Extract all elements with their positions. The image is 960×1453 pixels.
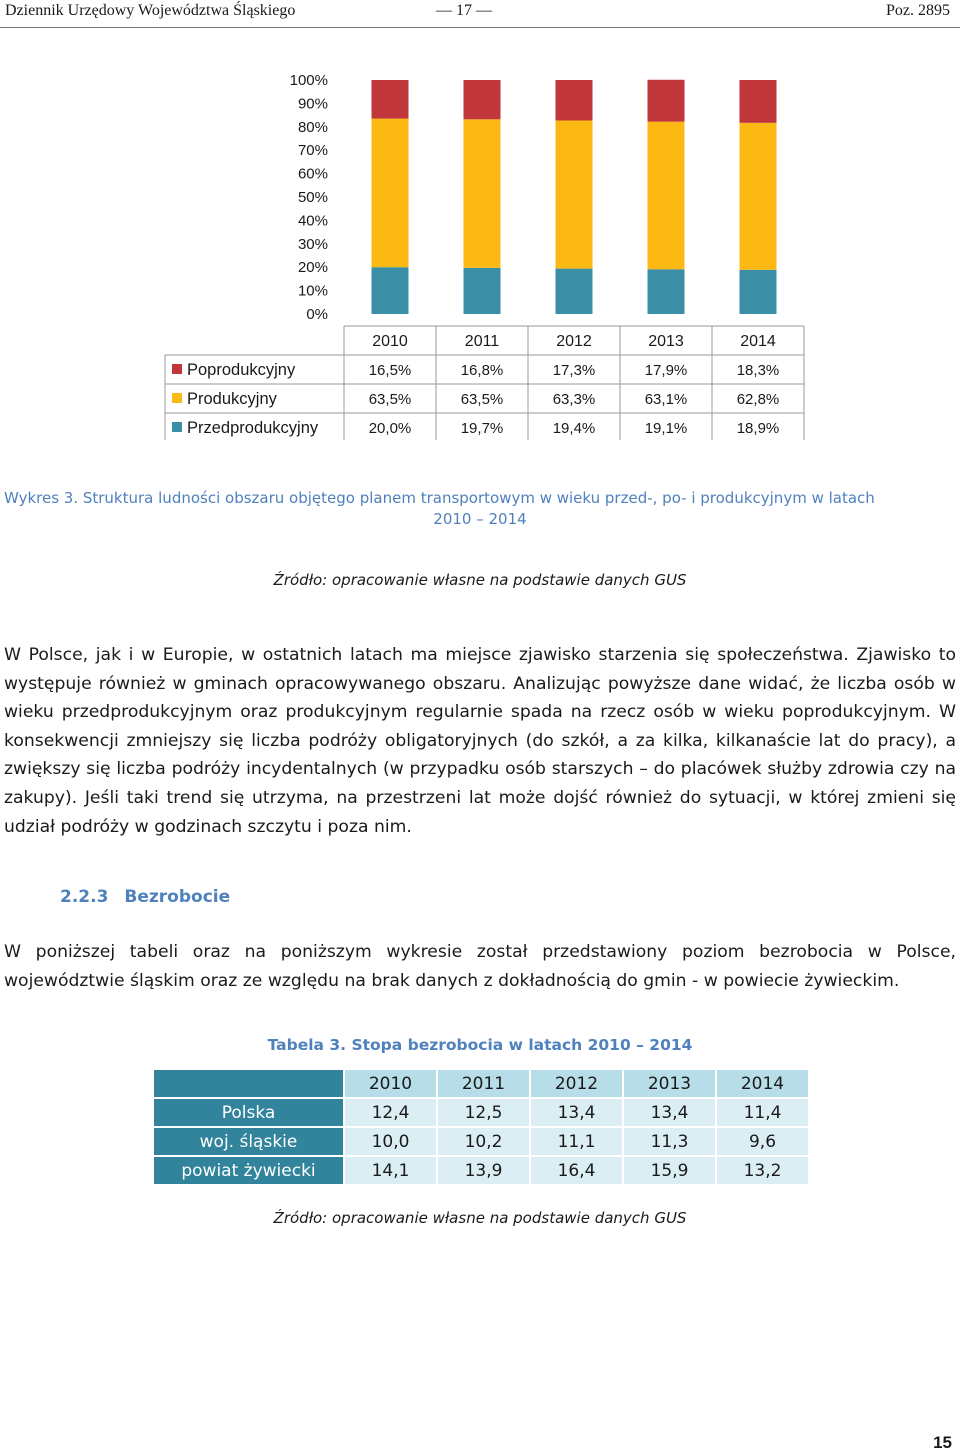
header-page-marker: — 17 — bbox=[436, 2, 492, 19]
y-tick-label: 20% bbox=[297, 259, 328, 277]
y-tick-label: 70% bbox=[297, 142, 328, 160]
table-source: Źródło: opracowanie własne na podstawie danych GUS bbox=[273, 1209, 687, 1227]
y-tick-label: 60% bbox=[297, 165, 328, 183]
data-label: 17,3% bbox=[552, 362, 596, 379]
legend-swatch bbox=[172, 364, 182, 374]
legend-label: Produkcyjny bbox=[187, 390, 277, 408]
y-tick-label: 0% bbox=[306, 306, 328, 323]
table-cell: 15,9 bbox=[624, 1157, 715, 1184]
year-header: 2010 bbox=[345, 1070, 436, 1097]
data-label: 63,5% bbox=[368, 391, 412, 408]
x-category-label: 2012 bbox=[556, 333, 592, 350]
bar-segment bbox=[464, 80, 501, 119]
data-label: 63,3% bbox=[552, 391, 596, 408]
row-label: Polska bbox=[154, 1099, 343, 1126]
y-tick-label: 50% bbox=[297, 189, 328, 206]
bar-segment bbox=[556, 120, 593, 268]
table-row bbox=[154, 1157, 808, 1184]
bar-segment bbox=[740, 270, 777, 314]
data-label: 63,5% bbox=[460, 391, 504, 408]
x-category-label: 2010 bbox=[372, 333, 408, 350]
data-label: 17,9% bbox=[644, 362, 688, 379]
table-row bbox=[154, 1128, 808, 1155]
table-corner-cell bbox=[154, 1070, 343, 1097]
data-label: 20,0% bbox=[368, 420, 412, 437]
age-structure-chart bbox=[160, 60, 820, 440]
bar-segment bbox=[372, 267, 409, 314]
legend-label: Poprodukcyjny bbox=[187, 361, 296, 379]
y-tick-label: 100% bbox=[289, 72, 328, 89]
figure-caption bbox=[4, 488, 956, 530]
row-label: woj. śląskie bbox=[154, 1128, 343, 1155]
table-cell: 13,2 bbox=[717, 1157, 808, 1184]
journal-title: Dziennik Urzędowy Województwa Śląskiego bbox=[5, 2, 296, 19]
section-number: 2.2.3 bbox=[60, 887, 109, 907]
unemployment-table bbox=[152, 1068, 810, 1186]
data-label: 16,8% bbox=[460, 362, 504, 379]
legend-swatch bbox=[172, 393, 182, 403]
y-tick-label: 40% bbox=[297, 212, 328, 230]
table-caption: Tabela 3. Stopa bezrobocia w latach 2010 – 2014 bbox=[267, 1036, 693, 1054]
table-cell: 14,1 bbox=[345, 1157, 436, 1184]
bar-segment bbox=[464, 119, 501, 268]
section-heading bbox=[60, 887, 230, 907]
y-tick-label: 90% bbox=[297, 95, 328, 113]
data-label: 19,4% bbox=[552, 420, 596, 437]
row-label: powiat żywiecki bbox=[154, 1157, 343, 1184]
data-label: 19,7% bbox=[460, 420, 504, 437]
data-label: 18,9% bbox=[736, 420, 780, 437]
legend-label: Przedprodukcyjny bbox=[187, 419, 319, 437]
y-tick-label: 10% bbox=[297, 282, 328, 300]
bar-segment bbox=[556, 269, 593, 314]
bar-segment bbox=[740, 123, 777, 270]
data-label: 19,1% bbox=[644, 420, 688, 437]
figure-source: Źródło: opracowanie własne na podstawie danych GUS bbox=[273, 571, 687, 589]
data-label: 16,5% bbox=[368, 362, 412, 379]
year-header: 2012 bbox=[531, 1070, 622, 1097]
x-category-label: 2013 bbox=[648, 333, 684, 350]
data-label: 18,3% bbox=[736, 362, 780, 379]
table-cell: 11,3 bbox=[624, 1128, 715, 1155]
page-number: 15 bbox=[933, 1433, 952, 1452]
x-category-label: 2014 bbox=[740, 333, 776, 350]
bar-segment bbox=[372, 119, 409, 268]
table-cell: 11,4 bbox=[717, 1099, 808, 1126]
paragraph-ageing: W Polsce, jak i w Europie, w ostatnich latach ma miejsce zjawisko starzenia się społeczeństwa. Zjawisko to występuje również w gminach opracowywanego obszaru. Analizując powyższe dane widać, że liczba osób w wieku przedprodukcyjnym oraz produkcyjnym regularnie spada na rzecz osób w wieku poprodukcyjnym. W konsekwencji zmniejszy się liczba podróży obligatoryjnych (do szkół, a za kilka, kilkanaście lat do pracy), a zwiększy się liczba podróży incydentalnych (w przypadku osób starszych – do placówek służby zdrowia czy na zakupy). Jeśli taki trend się utrzyma, na przestrzeni lat może dojść również do sytuacji, w której zmieni się udział podróży w godzinach szczytu i poza nim. bbox=[4, 645, 956, 837]
table-row bbox=[154, 1099, 808, 1126]
year-header: 2013 bbox=[624, 1070, 715, 1097]
table-cell: 13,4 bbox=[531, 1099, 622, 1126]
year-header: 2011 bbox=[438, 1070, 529, 1097]
x-category-label: 2011 bbox=[464, 333, 500, 350]
table-cell: 10,0 bbox=[345, 1128, 436, 1155]
figure-caption-line1: Wykres 3. Struktura ludności obszaru objętego planem transportowym w wieku przed-, po- i produkcyjnym w latach bbox=[4, 489, 875, 507]
bar-segment bbox=[464, 268, 501, 314]
position-number: Poz. 2895 bbox=[886, 2, 950, 19]
table-cell: 13,9 bbox=[438, 1157, 529, 1184]
bar-segment bbox=[556, 80, 593, 120]
table-cell: 12,4 bbox=[345, 1099, 436, 1126]
bar-segment bbox=[740, 80, 777, 123]
bar-segment bbox=[648, 269, 685, 314]
bar-segment bbox=[372, 80, 409, 119]
y-tick-label: 80% bbox=[297, 118, 328, 136]
figure-caption-line2: 2010 – 2014 bbox=[433, 510, 527, 528]
table-cell: 12,5 bbox=[438, 1099, 529, 1126]
paragraph-unemployment: W poniższej tabeli oraz na poniższym wykresie został przedstawiony poziom bezrobocia w Polsce, województwie śląskim oraz ze względu na brak danych z dokładnością do gmin - w powiecie żywieckim. bbox=[4, 942, 956, 991]
section-title: Bezrobocie bbox=[124, 887, 231, 907]
header-rule bbox=[0, 27, 960, 28]
table-cell: 11,1 bbox=[531, 1128, 622, 1155]
bar-segment bbox=[648, 122, 685, 270]
table-cell: 10,2 bbox=[438, 1128, 529, 1155]
page-header bbox=[0, 2, 960, 24]
year-header: 2014 bbox=[717, 1070, 808, 1097]
table-cell: 16,4 bbox=[531, 1157, 622, 1184]
legend-swatch bbox=[172, 422, 182, 432]
table-cell: 13,4 bbox=[624, 1099, 715, 1126]
y-tick-label: 30% bbox=[297, 235, 328, 253]
table-cell: 9,6 bbox=[717, 1128, 808, 1155]
table-header-row bbox=[154, 1070, 808, 1097]
data-label: 63,1% bbox=[644, 391, 688, 408]
data-label: 62,8% bbox=[736, 391, 780, 408]
bar-segment bbox=[648, 80, 685, 122]
